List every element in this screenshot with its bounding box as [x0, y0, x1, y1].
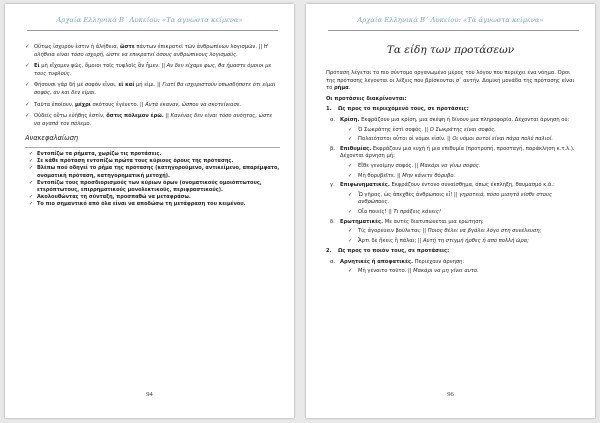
example-text	[358, 238, 581, 246]
section-title: Ως προς το περιεχόμενό τους, σε προτάσεις:	[338, 106, 469, 113]
example-text	[358, 163, 581, 171]
check-icon: ✓	[25, 113, 30, 120]
example-pre: Ταῦτα ἐποίουν,	[34, 101, 76, 108]
example-post: σκότους ἐγένετο. ||	[90, 101, 146, 108]
example-keyword: εἰ καί	[118, 82, 135, 89]
example-translation: Μην κάνετε θόρυβο.	[402, 172, 456, 179]
example-text	[34, 113, 280, 128]
header-rule	[328, 30, 579, 31]
page-number: 94	[146, 391, 153, 398]
example-post: πάντων ἐπικρατεῖ τῶν ἀνθρωπίνων λογισμῶν. ||	[134, 44, 264, 50]
item-description: Εκφράζουν μια ευχή ή μια επιθυμία (προτροπή, προσταγή, παράκληση κ.τ.λ.). Δέχονται άρνηση μή:	[340, 145, 575, 160]
summary-item	[25, 180, 280, 194]
item-letter: α.	[330, 258, 336, 265]
example-greek: Τίς ἀγορεύειν βούλεται; ||	[358, 228, 428, 235]
example-text	[34, 63, 280, 78]
right-content	[326, 70, 581, 278]
example-translation: Αν δεν είχαμε φως, θα ήμαστε όμοιοι με τους τυφλούς.	[34, 63, 272, 77]
example-keyword: ὥστε	[119, 44, 135, 50]
item-label: Αρνητικές ή αποφατικές.	[340, 258, 414, 265]
check-icon: ✓	[25, 101, 30, 108]
section-items	[326, 117, 581, 245]
item-text	[340, 117, 581, 125]
check-icon: ✓	[348, 191, 353, 198]
check-icon: ✓	[348, 162, 353, 169]
example-translation: Κανένας δεν είναι τόσο ανόητος, ώστε να αγαπά τον πόλεμο.	[34, 113, 273, 127]
example-translation: Ποιος θέλει να βγάλει λόγο στη συνέλευση;	[427, 228, 542, 235]
intro-bold: ρήμα	[333, 85, 349, 92]
item-text	[340, 219, 581, 227]
example-greek: Μὴ γένοιτο τοῦτο. ||	[358, 268, 414, 275]
example-greek: Οἷα ποιεῖς! ||	[358, 208, 394, 215]
example-item	[25, 102, 280, 110]
summary-rule	[25, 147, 280, 148]
item-description: Εκφράζουν έντονο συναίσθημα, όπως έκπληξη, θαυμασμό κ.ά.:	[389, 182, 555, 189]
item-description: Εκφράζουν μια κρίση, μια σκέψη ή δίνουν μια πληροφορία. Δέχονται άρνηση ού:	[359, 116, 570, 123]
example-translation: Αυτά έκαναν, ώσπου να σκοτείνιασε.	[145, 101, 242, 108]
summary-text: Σε κάθε πρόταση εντοπίζω πρώτα τους κύριους όρους της πρότασης.	[37, 158, 234, 165]
section-title: Ως προς το ποιόν τους, σε προτάσεις:	[338, 248, 450, 255]
example-keyword: Εἰ	[34, 63, 40, 70]
right-page	[306, 4, 595, 418]
check-icon: ✓	[25, 44, 30, 50]
example-item	[348, 173, 581, 181]
example-item	[348, 268, 581, 276]
example-translation: Αυτή τη στιγμή ήρθες ή από πολλή ώρα;	[422, 237, 529, 244]
item-letter: γ.	[330, 182, 335, 189]
summary-item	[25, 201, 280, 208]
example-item	[25, 63, 280, 78]
left-page	[5, 4, 294, 418]
running-head: Αρχαία Ελληνικά Β΄ Λυκείου: «Τα άγνωστα κείμενα»	[56, 16, 243, 24]
example-translation: Μακάρι να γίνω σοφός.	[420, 162, 481, 169]
type-item	[330, 146, 581, 161]
example-text	[358, 192, 581, 207]
example-item	[348, 163, 581, 171]
type-item	[330, 182, 581, 190]
item-label: Κρίση.	[340, 116, 360, 123]
example-translation: γηρατειά, πόσο μισητά είσθε στους ανθρώπους.	[358, 191, 553, 206]
example-item	[25, 44, 280, 59]
header-rule	[27, 30, 278, 31]
example-item	[25, 113, 280, 128]
example-pre: Φήσουσι γάρ δή μέ σοφόν εἶναι,	[34, 82, 119, 89]
example-item	[25, 82, 280, 97]
example-translation: Γιατί θα ισχυριστούν οπωσδήποτε ότι είμαι σοφός, αν και δεν είμαι.	[34, 82, 276, 96]
example-greek: Μὴ θορυβεῖτε. ||	[358, 172, 403, 179]
check-icon: ✓	[28, 158, 34, 165]
summary-list	[25, 151, 280, 209]
item-letter: δ.	[330, 218, 335, 225]
item-letter: α.	[330, 116, 336, 123]
check-icon: ✓	[348, 136, 353, 143]
summary-text: Εντοπίζω τα ρήματα, χωρίζω τις προτάσεις.	[37, 150, 162, 157]
item-label: Ερωτηματικές.	[340, 218, 384, 225]
summary-text: Ακολουθώντας τη σύνταξη, προσπαθώ να μεταφράσω.	[37, 194, 191, 201]
example-keyword: ὅστις πόλεμον ἐρῶ.	[106, 113, 164, 120]
example-item	[348, 238, 581, 246]
example-item	[348, 127, 581, 135]
type-item	[330, 259, 581, 267]
running-head: Αρχαία Ελληνικά Β΄ Λυκείου: «Τα άγνωστα κείμενα»	[357, 16, 544, 24]
item-letter: β.	[330, 145, 335, 152]
check-icon: ✓	[348, 126, 353, 133]
example-post: μὴ εἴχομεν φῶς, ὅμοιοι τοῖς τυφλοῖς ἂν ἦμεν. ||	[39, 63, 167, 70]
check-icon: ✓	[348, 268, 353, 275]
example-text	[358, 228, 581, 236]
intro-text: Πρόταση λέγεται το πιο σύντομο οργανωμένο μέρος του λόγου που περιέχει ένα νόημα. Όροι της πρότασης λέγονται οι λέξεις που βρίσκονται σ΄ αυτήν. Δομική μονάδα της πρότασης είναι το	[326, 70, 575, 92]
type-item	[330, 117, 581, 125]
section-number: 2.	[326, 248, 332, 255]
summary-text: Βλέπω πού οδηγεί το ρήμα της πρότασης (κατηγορούμενο, αντικείμενο, απαρέμφατο, ονοματική πρόταση, κατηγορηματική μετοχή).	[37, 165, 280, 179]
example-item	[348, 228, 581, 236]
type-item	[330, 219, 581, 227]
item-text	[340, 146, 581, 161]
example-text	[358, 127, 581, 135]
summary-item	[25, 165, 280, 179]
example-keyword: μέχρι	[75, 101, 91, 108]
summary-text: Εντοπίζω τους προσδιορισμούς των κύριων όρων (ονοματικούς ομοιόπτωτους, ετερόπτωτους, επιρρηματικούς μονολεκτικούς, περιφραστικούς).	[37, 179, 262, 193]
example-greek: Εἴθε γενοίμην σοφός. ||	[358, 162, 421, 169]
section-heading	[326, 248, 581, 256]
check-icon: ✓	[348, 228, 353, 235]
check-icon: ✓	[28, 165, 34, 172]
example-list	[25, 44, 280, 128]
left-content	[25, 44, 280, 209]
check-icon: ✓	[28, 150, 34, 157]
item-description: Με αυτές διατυπώνεται μια ερώτηση:	[383, 218, 484, 225]
example-greek: Ὁ Σωκράτης ἐστὶ σοφός. ||	[358, 126, 430, 133]
section-heading	[326, 106, 581, 114]
item-text	[340, 182, 581, 190]
example-translation: Ο Σωκράτης είναι σοφός.	[429, 126, 496, 133]
example-item	[348, 136, 581, 144]
check-icon: ✓	[25, 63, 30, 70]
example-text	[34, 102, 280, 110]
section-number: 1.	[326, 106, 332, 113]
summary-title: Ανακεφαλαίωση	[25, 134, 79, 143]
check-icon: ✓	[28, 179, 34, 186]
example-pre: Οὐδείς οὕτω εὐήθης ἐστίν,	[34, 113, 107, 120]
example-item	[348, 192, 581, 207]
check-icon: ✓	[348, 172, 353, 179]
check-icon: ✓	[348, 237, 353, 244]
section-items	[326, 259, 581, 276]
check-icon: ✓	[28, 194, 34, 201]
example-greek: Παλαιότατοι οὗτοι οἱ νόμοι εἰσίν. ||	[358, 136, 453, 143]
example-translation: Οι νόμοι αυτοί είναι πάρα πολύ παλιοί.	[452, 136, 554, 143]
check-icon: ✓	[348, 208, 353, 215]
example-text	[34, 82, 280, 97]
example-greek: Ἆρτι δὲ ἥκεις ἢ πάλαι; ||	[358, 237, 423, 244]
intro-paragraph	[326, 70, 581, 93]
intro-end: .	[348, 85, 351, 92]
page-title: Τα είδη των προτάσεων	[386, 44, 515, 56]
example-text	[358, 173, 581, 181]
item-text	[340, 259, 581, 267]
example-text	[358, 209, 581, 217]
example-translation: Η αλήθεια είναι τόσο ισχυρή, ώστε να επικρατεί όσους ανθρώπινους λογισμούς.	[34, 44, 268, 58]
example-translation: Τι πράξεις κάνεις!	[393, 208, 442, 215]
example-post: μή εἰμι. ||	[134, 82, 163, 89]
example-pre: Οὕτως ἰσχυρὸν ἐστιν ἡ ἀλήθεια,	[34, 44, 120, 50]
summary-text: Το πιο σημαντικό από όλα είναι να αποδώσω τη μετάφραση του κειμένου.	[37, 201, 246, 208]
example-text	[34, 44, 280, 59]
item-label: Επιθυμίας.	[340, 145, 372, 152]
example-item	[348, 209, 581, 217]
item-description: Περιέχουν άρνηση:	[413, 258, 465, 265]
check-icon: ✓	[25, 82, 30, 89]
example-post: ||	[163, 113, 171, 120]
example-text	[358, 136, 581, 144]
division-heading: Οι προτάσεις διακρίνονται:	[326, 95, 407, 102]
check-icon: ✓	[28, 201, 34, 208]
example-text	[358, 268, 581, 276]
page-number: 96	[447, 391, 454, 398]
example-greek: Ὦ γῆρας, ὡς ἀπεχθὲς ἀνθρώποις εἶ! ||	[358, 191, 460, 198]
item-label: Επιφωνηματικές.	[340, 182, 390, 189]
example-translation: Μακάρι να μη γίνει αυτό.	[413, 268, 479, 275]
